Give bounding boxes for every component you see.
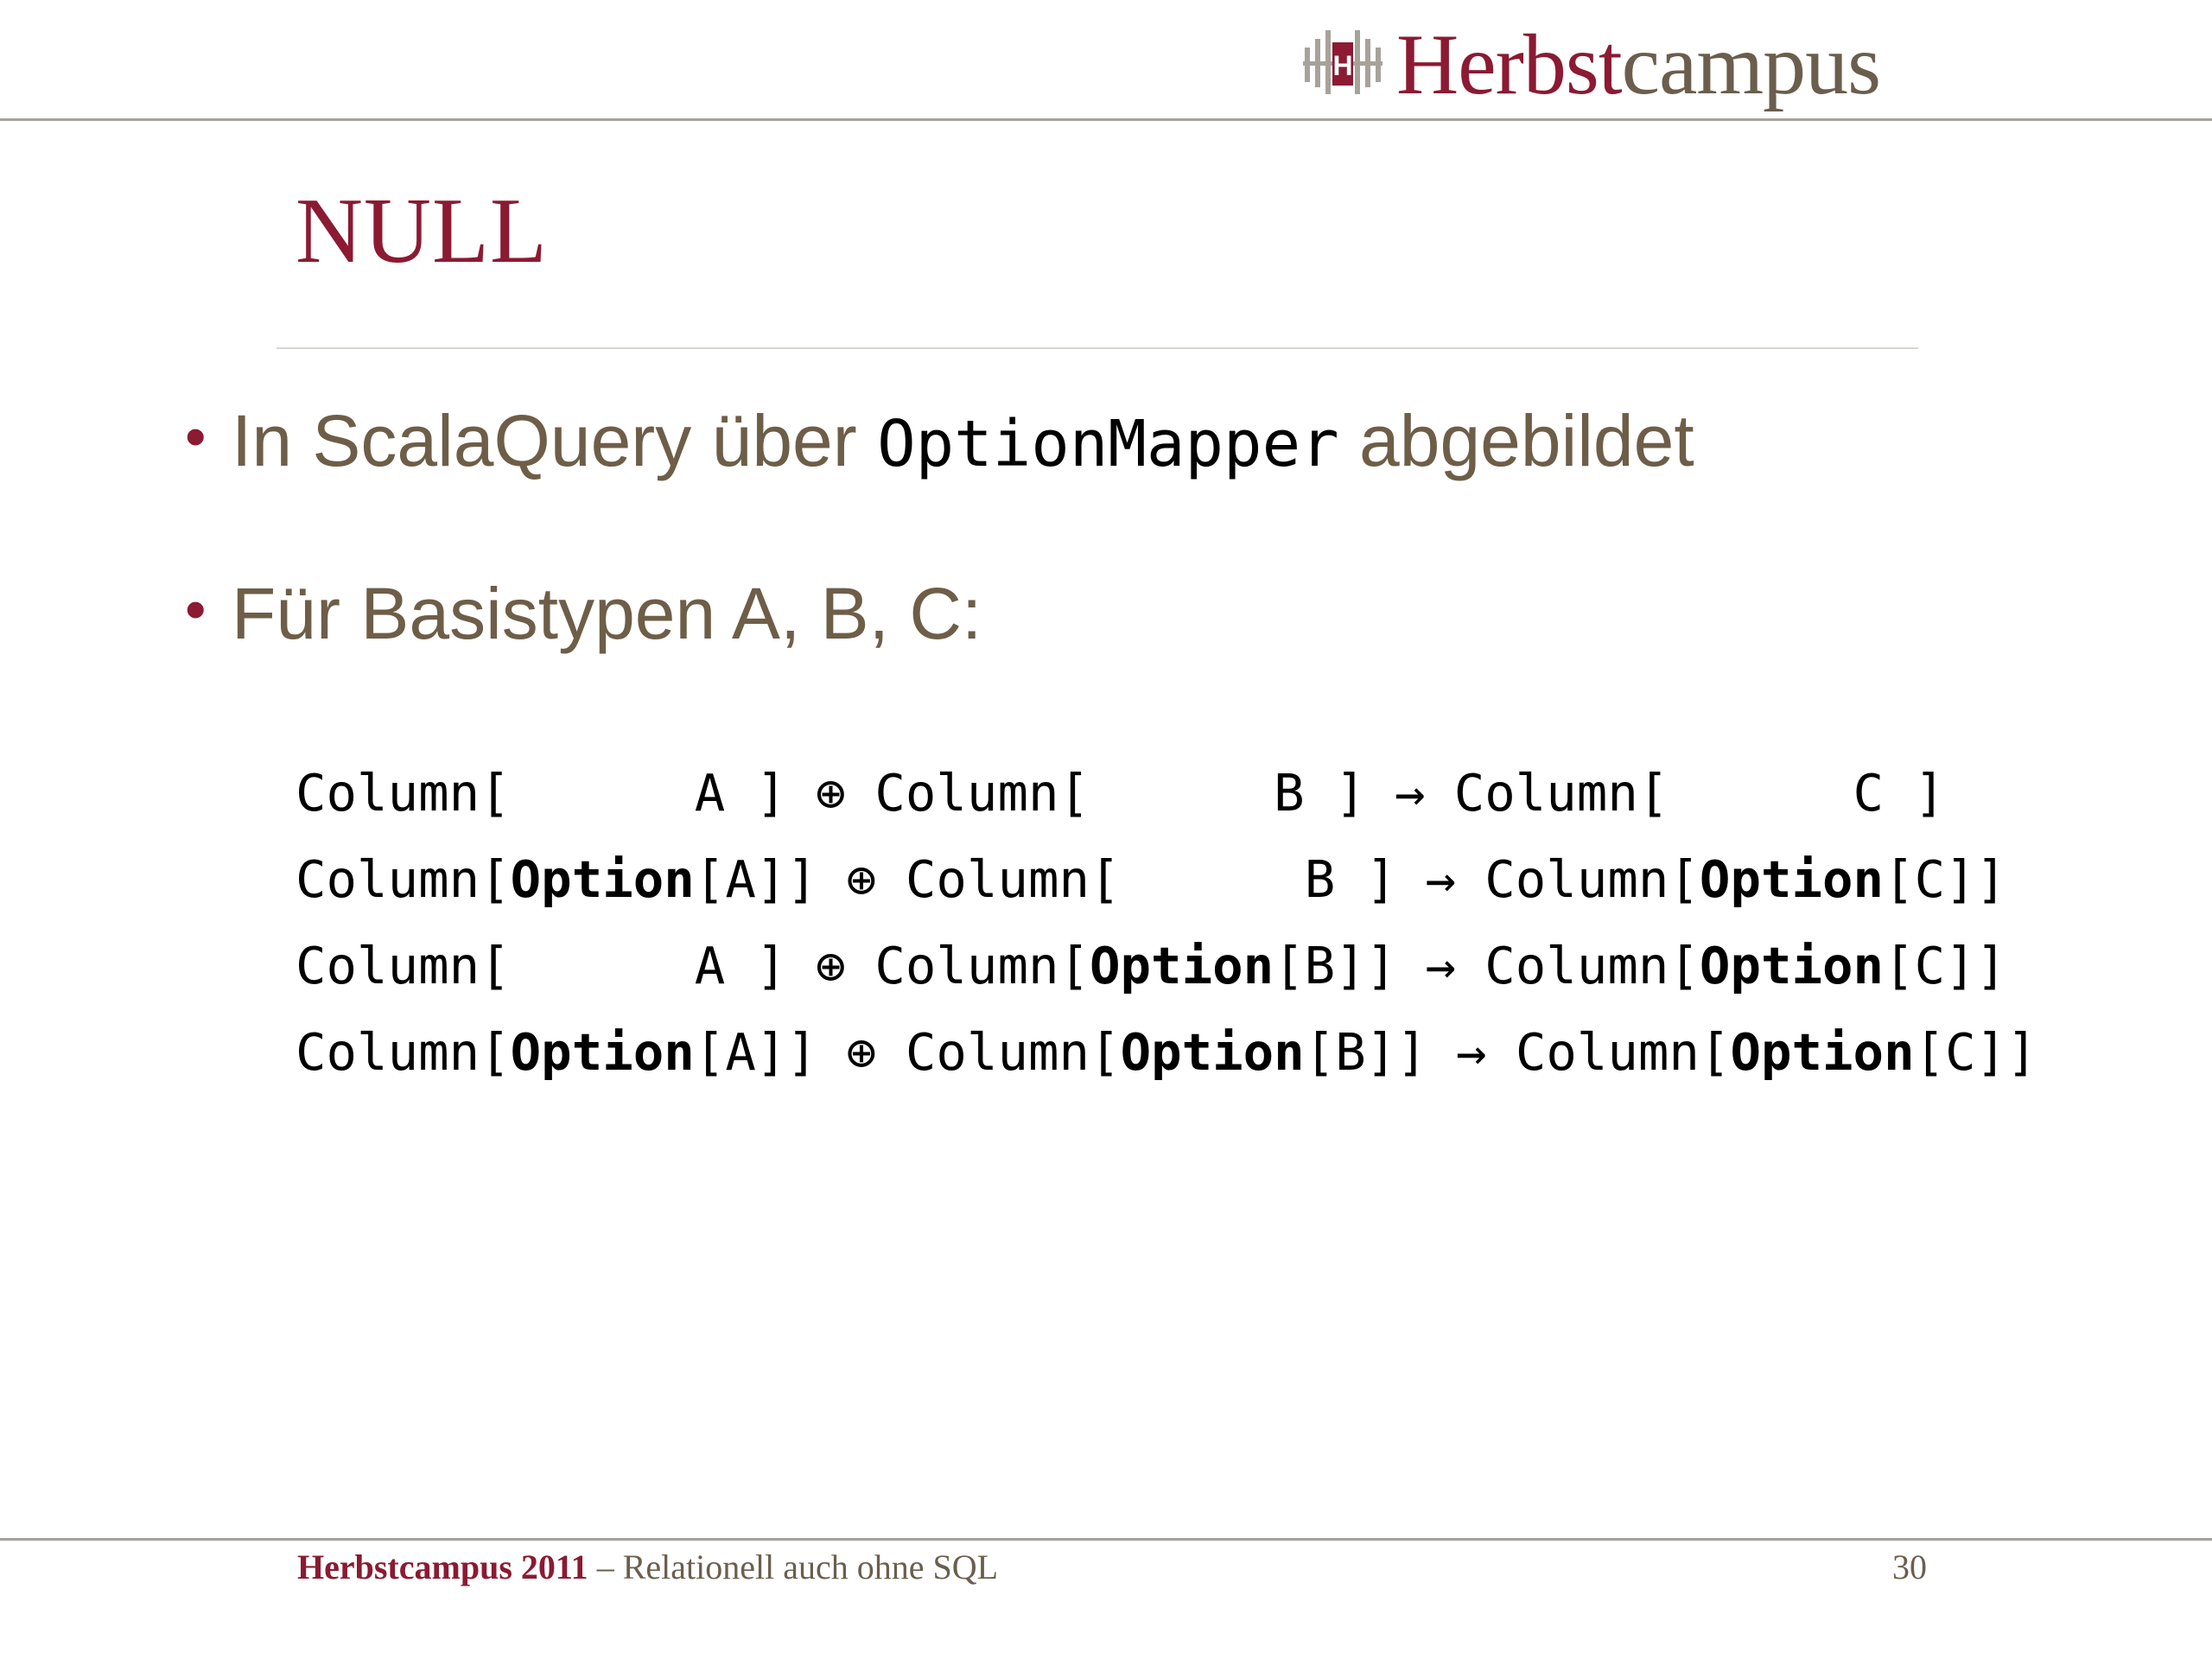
svg-text:H: H xyxy=(1332,50,1353,81)
operand-b-option: Option xyxy=(1090,936,1274,995)
type-mapping-row xyxy=(296,750,2037,836)
operand-b-suffix: ] xyxy=(1396,1022,1427,1082)
operand-a-option: Option xyxy=(510,1022,695,1082)
footer-subtitle: – Relationell auch ohne SQL xyxy=(588,1548,999,1586)
type-mapping-row xyxy=(296,836,2037,923)
oplus-operator: ⊕ xyxy=(815,763,847,823)
page-number: 30 xyxy=(1892,1548,1927,1586)
result-c-prefix: Column[ xyxy=(1484,936,1700,995)
bullet-1-text-pre: In ScalaQuery über xyxy=(232,400,878,481)
title-divider xyxy=(276,347,1918,349)
bullet-dot-icon: • xyxy=(185,403,207,470)
arrow-operator: → xyxy=(1425,936,1457,995)
operand-a-prefix: Column[ xyxy=(296,849,511,909)
operand-a-type: [A] xyxy=(694,849,787,909)
oplus-operator: ⊕ xyxy=(846,849,877,909)
operand-a-prefix: Column[ xyxy=(296,1022,511,1082)
logo-wordmark xyxy=(1396,16,1881,112)
operand-a xyxy=(296,750,786,836)
arrow-operator: → xyxy=(1456,1022,1487,1082)
oplus-operator: ⊕ xyxy=(815,936,847,995)
operand-a xyxy=(296,923,786,1009)
footer-text xyxy=(297,1547,998,1587)
operand-b-suffix: ] xyxy=(1335,763,1366,823)
operand-b-prefix: Column[ xyxy=(874,936,1090,995)
operand-a-type: [A] xyxy=(694,1022,787,1082)
result-c xyxy=(1484,836,2006,923)
result-c-prefix: Column[ xyxy=(1453,763,1669,823)
operand-b-type: [B] xyxy=(1304,1022,1397,1082)
operand-a xyxy=(296,836,817,923)
result-c-option: Option xyxy=(1699,849,1885,909)
operand-b-suffix: ] xyxy=(1365,849,1397,909)
result-c-suffix: ] xyxy=(1914,763,1946,823)
operand-a-prefix: Column[ xyxy=(296,936,511,995)
operand-a-suffix: ] xyxy=(755,763,787,823)
operand-b xyxy=(874,923,1396,1009)
result-c-suffix: ] xyxy=(1975,849,2007,909)
operand-b xyxy=(874,750,1365,836)
operand-b xyxy=(906,1009,1427,1096)
logo-wordmark-herbst: Herbst xyxy=(1396,16,1622,112)
result-c xyxy=(1516,1009,2037,1096)
footer-brand: Herbstcampus 2011 xyxy=(297,1548,588,1586)
type-mapping-row xyxy=(296,1009,2037,1096)
operand-b-prefix: Column[ xyxy=(905,849,1121,909)
result-c-prefix: Column[ xyxy=(1484,849,1700,909)
type-mapping-table xyxy=(296,750,2037,1096)
operand-b xyxy=(906,836,1396,923)
bullet-item-2 xyxy=(185,573,982,654)
result-c-type: [C] xyxy=(1884,936,1976,995)
result-c xyxy=(1454,750,1945,836)
operand-b-option: Option xyxy=(1120,1022,1305,1082)
bullet-2-text: Für Basistypen A, B, C: xyxy=(232,573,982,654)
result-c xyxy=(1484,923,2006,1009)
result-c-prefix: Column[ xyxy=(1515,1022,1731,1082)
operand-a-suffix: ] xyxy=(755,936,787,995)
slide-title: NULL xyxy=(296,180,548,283)
header-divider xyxy=(0,118,2212,121)
logo-wordmark-campus: campus xyxy=(1621,16,1881,112)
operand-b-type: B xyxy=(1090,763,1336,823)
operand-b-prefix: Column[ xyxy=(874,763,1090,823)
operand-b-type: B xyxy=(1120,849,1366,909)
result-c-type: [C] xyxy=(1884,849,1976,909)
operand-a-prefix: Column[ xyxy=(296,763,511,823)
arrow-operator: → xyxy=(1425,849,1457,909)
type-mapping-row xyxy=(296,923,2037,1009)
result-c-type: C xyxy=(1669,763,1915,823)
result-c-suffix: ] xyxy=(2006,1022,2037,1082)
bullet-dot-icon: • xyxy=(185,575,207,643)
result-c-suffix: ] xyxy=(1975,936,2007,995)
operand-b-prefix: Column[ xyxy=(905,1022,1121,1082)
result-c-option: Option xyxy=(1699,936,1885,995)
footer-divider xyxy=(0,1538,2212,1541)
operand-a-type: A xyxy=(510,936,756,995)
oplus-operator: ⊕ xyxy=(846,1022,877,1082)
result-c-option: Option xyxy=(1730,1022,1915,1082)
bullet-item-1 xyxy=(185,400,1694,481)
operand-a-suffix: ] xyxy=(786,1022,817,1082)
herbstcampus-logo xyxy=(1301,17,1880,112)
operand-b-suffix: ] xyxy=(1365,936,1397,995)
arrow-operator: → xyxy=(1394,763,1426,823)
herbstcampus-logo-mark-icon xyxy=(1301,22,1384,108)
result-c-type: [C] xyxy=(1914,1022,2007,1082)
operand-a-option: Option xyxy=(510,849,695,909)
operand-a-type: A xyxy=(510,763,756,823)
bullet-1-text-post: abgebildet xyxy=(1338,400,1694,481)
bullet-1-code: OptionMapper xyxy=(877,407,1339,481)
operand-a-suffix: ] xyxy=(786,849,817,909)
operand-a xyxy=(296,1009,817,1096)
operand-b-type: [B] xyxy=(1274,936,1366,995)
